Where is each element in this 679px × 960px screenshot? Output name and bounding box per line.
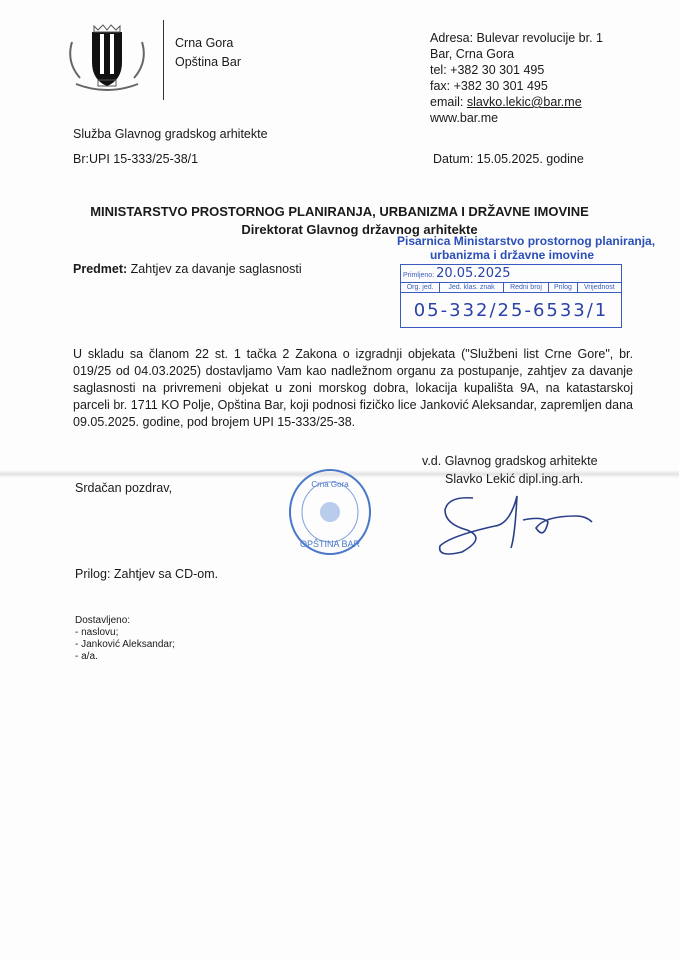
email-label: email: [430,95,467,109]
service-name: Služba Glavnog gradskog arhitekte [73,127,268,141]
body-paragraph: U skladu sa članom 22 st. 1 tačka 2 Zakona o izgradnji objekata ("Službeni list Crne Gore", br. 019/25 od 04.03.2025) dostavljamo Vam kao nadležnom organu za postupanje, zahtjev za davanje saglasnosti na privremeni objekat u zoni morskog dobra, lokacija kupališta 9A, na katastarskoj parceli br. 1711 KO Polje, Opština Bar, koji podnosi fizičko lice Janković Aleksandar, zapremljen dana 09.05.2025. godine, pod brojem UPI 15-333/25-38. [73,347,633,429]
coat-of-arms-logo [62,22,152,94]
subject [73,262,302,276]
received-label: Primljeno: [403,272,435,279]
col-number: Redni broj [503,283,549,293]
delivery-item: - naslovu; [75,627,119,638]
delivery-item: - a/a. [75,651,98,662]
recipient-ministry: MINISTARSTVO PROSTORNOG PLANIRANJA, URBANIZMA I DRŽAVNE IMOVINE [90,204,589,219]
greeting: Srdačan pozdrav, [75,481,173,495]
reference-number: Br:UPI 15-333/25-38/1 [73,152,199,166]
recipient-directorate: Direktorat Glavnog državnog arhitekte [241,222,478,237]
seal-top-text: Crna Gora [311,480,349,489]
col-value: Vrijednost [577,283,621,293]
fax: fax: +382 30 301 495 [430,79,548,93]
registry-number: 05-332/25-6533/1 [413,299,609,321]
seal-bottom-text: OPŠTINA BAR [299,539,361,549]
tel: tel: +382 30 301 495 [430,63,545,77]
header-divider [163,20,164,100]
registry-stamp [397,234,656,328]
col-org: Org. jed. [401,283,440,293]
signatory-role: v.d. Glavnog gradskog arhitekte [422,454,598,468]
official-seal [287,467,373,557]
signatory-name: Slavko Lekić dipl.ing.arh. [445,472,584,486]
city: Bar, Crna Gora [430,47,515,61]
col-attachment: Prilog [549,283,577,293]
delivery-label: Dostavljeno: [75,615,131,626]
received-date: 20.05.2025 [436,266,511,281]
handwritten-signature [438,490,608,560]
document-date: Datum: 15.05.2025. godine [433,152,584,166]
address: Adresa: Bulevar revolucije br. 1 [430,31,604,45]
attachment-note: Prilog: Zahtjev sa CD-om. [75,567,219,581]
country-name: Crna Gora [175,36,234,50]
delivery-list [75,615,175,663]
delivery-item: - Janković Aleksandar; [75,639,176,650]
subject-text: Zahtjev za davanje saglasnosti [127,262,302,276]
website-link[interactable]: www.bar.me [430,111,499,125]
stamp-subtitle: urbanizma i državne imovine [429,248,595,262]
email-link[interactable]: slavko.lekic@bar.me [466,95,582,109]
stamp-title: Pisarnica Ministarstvo prostornog planiranja, [397,234,656,248]
municipality-name: Opština Bar [175,55,242,69]
contact-block [430,30,603,126]
col-class: Jed. klas. znak [440,283,503,293]
subject-label: Predmet: [73,262,128,276]
